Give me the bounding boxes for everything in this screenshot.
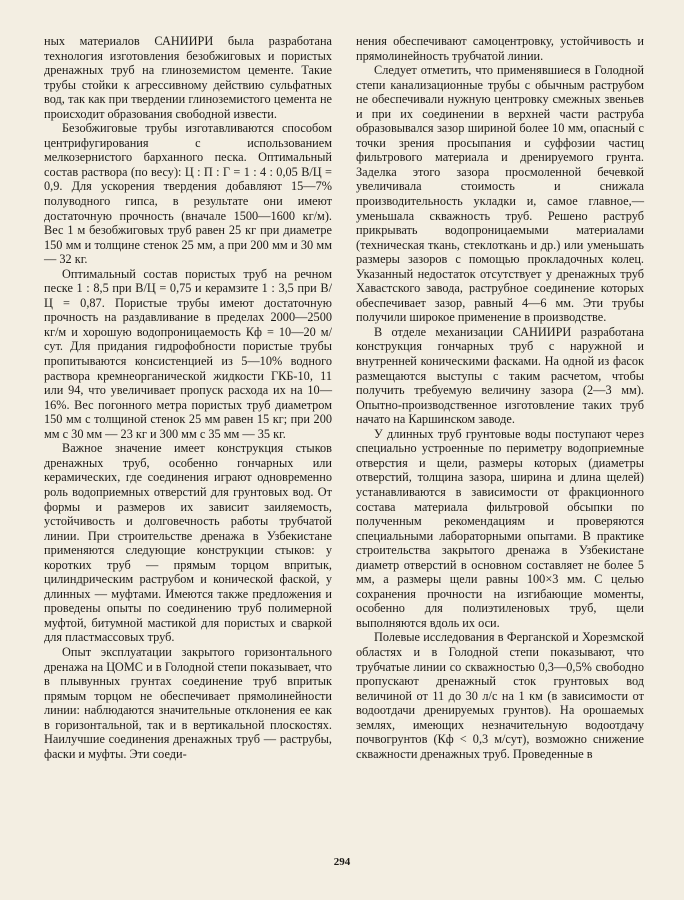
paragraph: У длинных труб грунтовые воды поступают через специально устроенные по периметру водоприемные отверстия и щели, размеры которых (диаметры отверстий, толщина зазора, ширина и длина щелей) устанавливаются в зависимости от фракционного состава материала фильтровой обсыпки по полученным рекомендациям и проверяются специальными лабораторными опытами. В практике строительства закрытого дренажа в Узбекистане диаметр отверстий в основном составляет не более 5 мм, а размеры щели равны 100×3 мм. С целью сохранения прочности на изгибающие моменты, особенно для полиэтиленовых труб, щели выполняются вдоль их оси. [356, 426, 644, 630]
page-number: 294 [333, 856, 351, 868]
paragraph: Полевые исследования в Ферганской и Хорезмской областях и в Голодной степи показывают, что трубчатые линии со скважностью 0,3—0,5% свободно пропускают дренажный сток грунтовых вод величиной от 11 до 30 л/с на 1 км (в зависимости от водоотдачи дренируемых грунтов). На орошаемых землях, имеющих незначительную водоотдачу почвогрунтов (Кф < 0,3 м/сут), возможно снижение скважности дренажных труб. Проведенные в [356, 630, 644, 761]
left-column [44, 34, 332, 761]
paragraph: Важное значение имеет конструкция стыков дренажных труб, особенно гончарных или керамических, где соединения играют одновременно роль водоприемных отверстий для грунтовых вод. От формы и размеров их зависит заиляемость, устойчивость и долговечность работы трубчатой линии. При строительстве дренажа в Узбекистане применяются следующие конструкции стыков: у коротких труб — прямым торцом впритык, цилиндрическим раструбом и конической фаской, у длинных — муфтами. Имеются также предложения и проведены опыты по соединению труб полимерной муфтой, битумной мастикой для пористых и сваркой для пластмассовых труб. [44, 441, 332, 645]
right-column [356, 34, 644, 761]
paragraph: Опыт эксплуатации закрытого горизонтального дренажа на ЦОМС и в Голодной степи показывает, что в плывунных грунтах соединение труб впритык прямым торцом не обеспечивает прямолинейности линии: наблюдаются значительные отклонения ее как в горизонтальной, так и в вертикальной плоскостях. Наилучшие соединения дренажных труб — раструбы, фаски и муфты. Эти соеди- [44, 644, 332, 761]
paragraph: Безобжиговые трубы изготавливаются способом центрифугирования с использованием мелкозернистого барханного песка. Оптимальный состав раствора (по весу): Ц : П : Г = 1 : 4 : 0,05 В/Ц = 0,9. Для ускорения твердения добавляют 15—7% полуводного гипса, в результате они имеют достаточную прочность (вначале 1500—1600 кг/м). Вес 1 м безобжиговых труб равен 25 кг при диаметре 150 мм и толщине стенок 25 мм, а при 200 мм и 30 мм — 32 кг. [44, 121, 332, 267]
paragraph: Оптимальный состав пористых труб на речном песке 1 : 8,5 при В/Ц = 0,75 и керамзите 1 : 3,5 при В/Ц = 0,87. Пористые трубы имеют достаточную прочность на раздавливание в пределах 2000—2500 кг/м и хорошую водопроницаемость Кф = 10—20 м/сут. Для придания гидрофобности пористые трубы пропитываются консистенцией из 5—10% водного раствора кремнеорганической жидкости ГКБ-10, 11 или 94, что увеличивает пропуск расхода их на 10—16%. Вес погонного метра пористых труб диаметром 150 мм с толщиной стенок 25 мм равен 15 кг; при 200 мм с 30 мм — 23 кг и 300 мм с 35 мм — 35 кг. [44, 266, 332, 441]
paragraph: Следует отметить, что применявшиеся в Голодной степи канализационные трубы с обычным раструбом не обеспечивали нужную центровку смежных звеньев и при их соединении в верхней части раструба образовывался зазор шириной более 10 мм, опасный с точки зрения просыпания и суффозии частиц фильтрового материала и дренируемого грунта. Заделка этого зазора просмоленной бечевкой увеличивала стоимость и снижала производительность укладки и, самое главное,— уменьшала скважность труб. Решено раструб прикрывать водопроницаемыми материалами (техническая ткань, стеклоткань и др.) или уменьшать размеры зазоров с помощью прокладочных колец. Указанный недостаток отсутствует у дренажных труб Хавастского завода, раструбное соединение которых обеспечивает зазор, равный 4—6 мм. Эти трубы получили широкое применение в производстве. [356, 63, 644, 325]
paragraph: нения обеспечивают самоцентровку, устойчивость и прямолинейность трубчатой линии. [356, 34, 644, 63]
paragraph: ных материалов САНИИРИ была разработана технология изготовления безобжиговых и пористых дренажных труб на глиноземистом цементе. Такие трубы стойки к агрессивному действию сульфатных вод, так как при твердении глиноземистого цемента не происходит образования свободной извести. [44, 34, 332, 121]
paragraph: В отделе механизации САНИИРИ разработана конструкция гончарных труб с наружной и внутренней коническими фасками. На одной из фасок размещаются выступы с таким расчетом, чтобы получить требуемую величину зазора (2—3 мм). Опытно-производственное изготовление таких труб начато на Каршинском заводе. [356, 324, 644, 427]
